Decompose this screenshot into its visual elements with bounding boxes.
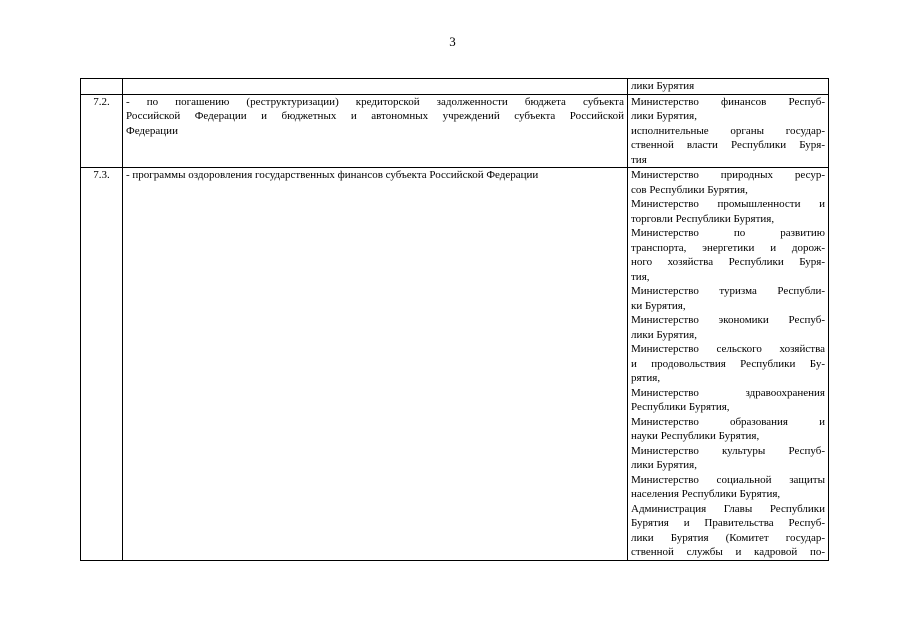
responsible-executors-cell [628,94,829,168]
responsible-line: населения Республики Бурятия, [631,488,781,500]
description-line: Федерации [126,124,178,137]
responsible-line: науки Республики Бурятия, [631,430,760,442]
responsible-line: лики Бурятия, [631,328,697,341]
responsible-executors-cell [628,168,829,561]
measure-description-cell [123,79,628,95]
responsible-line: лики Бурятия, [631,459,697,471]
responsible-line: ки Бурятия, [631,299,686,312]
responsible-line: Министерство здравоохранения [631,386,825,399]
responsible-line: ного хозяйства Республики Буря- [631,256,825,268]
responsible-line: Министерство культуры Респуб- [631,444,825,457]
table-row [81,168,829,561]
responsible-line: Администрация Главы Республики [631,502,825,515]
measure-description-cell [123,168,628,561]
responsible-line: рятия, [631,372,661,384]
responsible-line: Республики Бурятия, [631,401,730,413]
table-row [81,79,829,95]
responsible-line: Министерство туризма Республи- [631,285,825,297]
item-number-cell: 7.3. [81,168,123,561]
description-line: - программы оздоровления государственных финансов субъекта Российской Федерации [126,169,539,181]
responsible-line: исполнительные органы государ- [631,124,825,137]
responsible-line: Министерство социальной защиты [631,473,825,486]
responsible-line: сов Республики Бурятия, [631,183,748,196]
description-line: Российской Федерации и бюджетных и автономных учреждений субъекта Российской [126,110,624,122]
responsible-line: и продовольствия Республики Бу- [631,357,825,370]
measure-description-cell [123,94,628,168]
responsible-line: ственной службы и кадровой по- [631,546,825,558]
responsible-line: лики Бурятия (Комитет государ- [631,531,825,544]
item-number-cell: 7.2. [81,94,123,168]
page-number: 3 [449,34,456,49]
responsible-executors-cell [628,79,829,95]
responsible-line: Министерство промышленности и [631,198,825,210]
responsible-line: ственной власти Республики Буря- [631,139,825,151]
responsible-line: тия [631,153,647,166]
responsible-line: тия, [631,270,650,283]
responsible-line: лики Бурятия [631,80,695,92]
responsible-line: Министерство экономики Респуб- [631,314,825,326]
responsible-line: Министерство по развитию [631,227,825,239]
responsible-line: Министерство природных ресур- [631,169,825,181]
table-body [81,79,829,561]
table-row [81,94,829,168]
item-number-cell [81,79,123,95]
description-line: - по погашению (реструктуризации) кредиторской задолженности бюджета субъекта [126,95,624,108]
responsibility-table [80,78,829,561]
responsible-line: лики Бурятия, [631,110,697,122]
responsible-line: Бурятия и Правительства Респуб- [631,517,825,529]
responsible-line: Министерство сельского хозяйства [631,343,825,355]
responsible-line: Министерство финансов Респуб- [631,95,825,108]
responsible-line: Министерство образования и [631,415,825,428]
responsible-line: транспорта, энергетики и дорож- [631,241,825,254]
responsible-line: торговли Республики Бурятия, [631,212,775,225]
